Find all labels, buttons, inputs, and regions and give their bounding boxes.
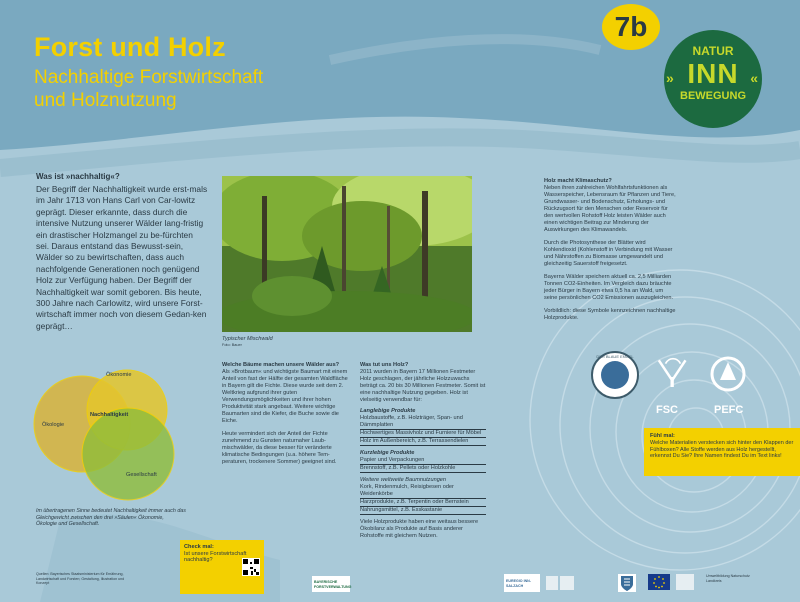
long-product-item: Holz im Außenbereich, z.B. Terrassendielen [360, 438, 486, 446]
trees-paragraph-2: Heute vermindert sich der Anteil der Fichte zunehmend zu Gunsten naturnaher Laub-mischwälder, da diese besser für veränderte klimatische Bedingungen (u.a. höhere Tem-peraturen, trockenere Sommer) geeignet sind. [222, 431, 337, 465]
intro-text: Der Begriff der Nachhaltigkeit wurde erst-mals im Jahr 1713 von Hans Carl von Car-lowitz geprägt. Dieser erkannte, dass durch die intensive Nutzung unserer Wälder lang-fristig ein drastischer Holzmangel zu be-fürchten sei. Daraus entstand das Bewusst-sein, Wälder so zu bewirtschaften, dass auch nachfolgende Generationen noch genügend Holz zur Verfügung haben. Der Begriff der Nachhaltigkeit war somit geboren. Bis heute, 300 Jahre nach Carlowitz, wird unsere Forst-wirtschaft immer noch von diesem Gedan-ken geprägt… [36, 184, 208, 331]
long-product-item: Holzbaustoffe, z.B. Holzträger, Span- und Dämmplatten [360, 415, 486, 430]
partner-logo [560, 576, 574, 590]
other-use-item: Kork, Rindenmulch, Reisigbesen oder Weidenkörbe [360, 484, 486, 499]
venn-label-ecology: Ökologie [42, 422, 65, 428]
blauer-engel-label: DER BLAUE ENGEL [596, 354, 634, 359]
station-badge: 7b [602, 4, 660, 50]
climate-heading: Holz macht Klimaschutz? [544, 178, 612, 184]
check-text: Ist unsere Forstwirtschaft nachhaltig? [184, 551, 247, 563]
bayerische-forstverwaltung-label: BAYERISCHE FORSTVERWALTUNG [314, 580, 352, 589]
arrow-left-icon: « [750, 70, 758, 86]
fsc-logo-icon [648, 352, 698, 402]
intro-heading: Was ist »nachhaltig«? [36, 172, 120, 181]
mixed-forest-photo [222, 176, 472, 332]
photo-caption: Typischer Mischwald [222, 336, 273, 342]
short-products-heading: Kurzlebige Produkte [360, 450, 415, 456]
logo-line-3: BEWEGUNG [680, 90, 746, 102]
other-use-item: Harzprodukte, z.B. Terpentin oder Bernstein [360, 499, 486, 507]
footer-right-text: Umweltbildung Naturschutz Landkreis [706, 574, 750, 583]
climate-section [544, 178, 678, 322]
venn-caption: Im übertragenen Sinne bedeutet Nachhaltigkeit immer auch das Gleichgewicht zwischen den drei »Säulen« Ökonomie, Ökologie und Gesellschaft. [36, 508, 186, 527]
long-product-item: Hochwertiges Massivholz und Furniere für Möbel [360, 430, 486, 438]
page-subtitle [34, 66, 334, 112]
long-products-heading: Langlebige Produkte [360, 408, 416, 414]
photo-credit: Foto: Bauer [222, 343, 242, 347]
venn-label-sustainability: Nachhaltigkeit [90, 412, 129, 418]
eu-flag-icon [648, 574, 670, 590]
other-use-item: Nahrungsmittel, z.B. Esskastanie [360, 507, 486, 515]
blauer-engel-icon [590, 350, 640, 400]
bavaria-coat-of-arms-icon [618, 574, 636, 592]
wood-paragraph-1: 2011 wurden in Bayern 17 Millionen Festmeter Holz geschlagen, der jährliche Holzzuwachs beträgt ca. 20 bis 30 Millionen Festmeter. Somit ist eine nachhaltige Nutzung gegeben. Holz ist vielseitig verwendbar für: [360, 369, 486, 403]
subtitle-line-2: und Holznutzung [34, 90, 177, 111]
venn-label-society: Gesellschaft [126, 472, 157, 478]
subtitle-line-1: Nachhaltige Forstwirtschaft [34, 67, 264, 88]
wood-paragraph-2: Viele Holzprodukte haben eine weitaus bessere Ökobilanz als Produkte auf Basis anderer Rohstoffe mit gleichem Nutzen. [360, 519, 479, 539]
feel-text: Welche Materialien verstecken sich hinter den Klappen der Fühlboxen? Alle Stoffe werden aus Holz hergestellt, erkennst Du Sie? Ihre Namen findest Du im Text links! [650, 440, 794, 460]
venn-label-economy: Ökonomie [106, 372, 132, 378]
leader-logo [676, 574, 694, 590]
logo-line-1: NATUR [692, 44, 734, 58]
euregio-logo [504, 574, 540, 592]
climate-paragraph-3: Bayerns Wälder speichern aktuell ca. 2,5 Milliarden Tonnen CO2-Einheiten. Im Vergleich dazu bräuchte jeder Bürger in Bayern etwa 0,5 ha an Wald, um seine persönlichen CO2 Emissionen auszugleichen. [544, 274, 674, 301]
short-product-item: Brennstoff, z.B. Pellets oder Holzkohle [360, 465, 486, 473]
bayerische-forstverwaltung-logo [312, 576, 350, 592]
other-uses-heading: Weitere weltweite Baumnutzungen [360, 477, 447, 483]
partner-logo [546, 576, 558, 590]
footer-sources: Quellen: Bayerisches Staatsministerium für Ernährung, Landwirtschaft und Forsten; Gestaltung, Illustration und Konzept [36, 572, 125, 585]
logo-line-2: INN [687, 58, 739, 89]
fsc-label: FSC [656, 404, 678, 416]
trees-heading: Welche Bäume machen unsere Wälder aus? [222, 362, 340, 368]
climate-paragraph-4: Vorbildlich: diese Symbole kennzeichnen nachhaltige Holzprodukte. [544, 308, 676, 321]
climate-paragraph-2: Durch die Photosynthese der Blätter wird Kohlendioxid (Kohlenstoff in Verbindung mit Wasser und Nährstoffen zu Biomasse umgewandelt und gleichzeitig Sauerstoff freigesetzt. [544, 240, 673, 267]
natur-inn-bewegung-logo [664, 30, 762, 128]
wood-heading: Was tut uns Holz? [360, 362, 409, 368]
feel-heading: Fühl mal: [650, 433, 675, 439]
trees-paragraph-1: Als »Brotbaum« und wichtigste Baumart mit einem Anteil von fast der Hälfte der gesamten Waldfläche in Bayern gilt die Fichte. Diese wurde seit dem 2. Weltkrieg aufgrund ihrer guten Verwendungsmöglichkeiten und ihrer hohen Produktivität stark angebaut. Weitere wichtige Baumarten sind die Kiefer, die Buche sowie die Eiche. [222, 369, 348, 424]
climate-paragraph-1: Neben ihren zahlreichen Wohlfahrtsfunktionen als Wasserspeicher, Lebensraum für Pflanzen und Tiere, Grundwasser- und Bodenschutz, Erholungs- und Rückzugsort für den Menschen oder Reservoir für den wertvollen Rohstoff Holz leisten Wälder auch einen wichtigen Beitrag zur Minderung der Auswirkungen des Klimawandels. [544, 185, 676, 233]
pefc-logo-icon [706, 352, 756, 402]
euregio-label: EUREGIO INN-SALZACH [506, 579, 531, 588]
qr-code-icon[interactable] [242, 558, 260, 576]
sustainability-venn-diagram [22, 362, 192, 507]
page-title: Forst und Holz [34, 32, 226, 62]
wood-section [360, 362, 486, 540]
pefc-label: PEFC [714, 404, 744, 416]
short-product-item: Papier und Verpackungen [360, 457, 486, 465]
check-heading: Check mal: [184, 544, 214, 550]
trees-section [222, 362, 352, 466]
feel-box [644, 428, 800, 476]
arrow-right-icon: » [666, 70, 674, 86]
